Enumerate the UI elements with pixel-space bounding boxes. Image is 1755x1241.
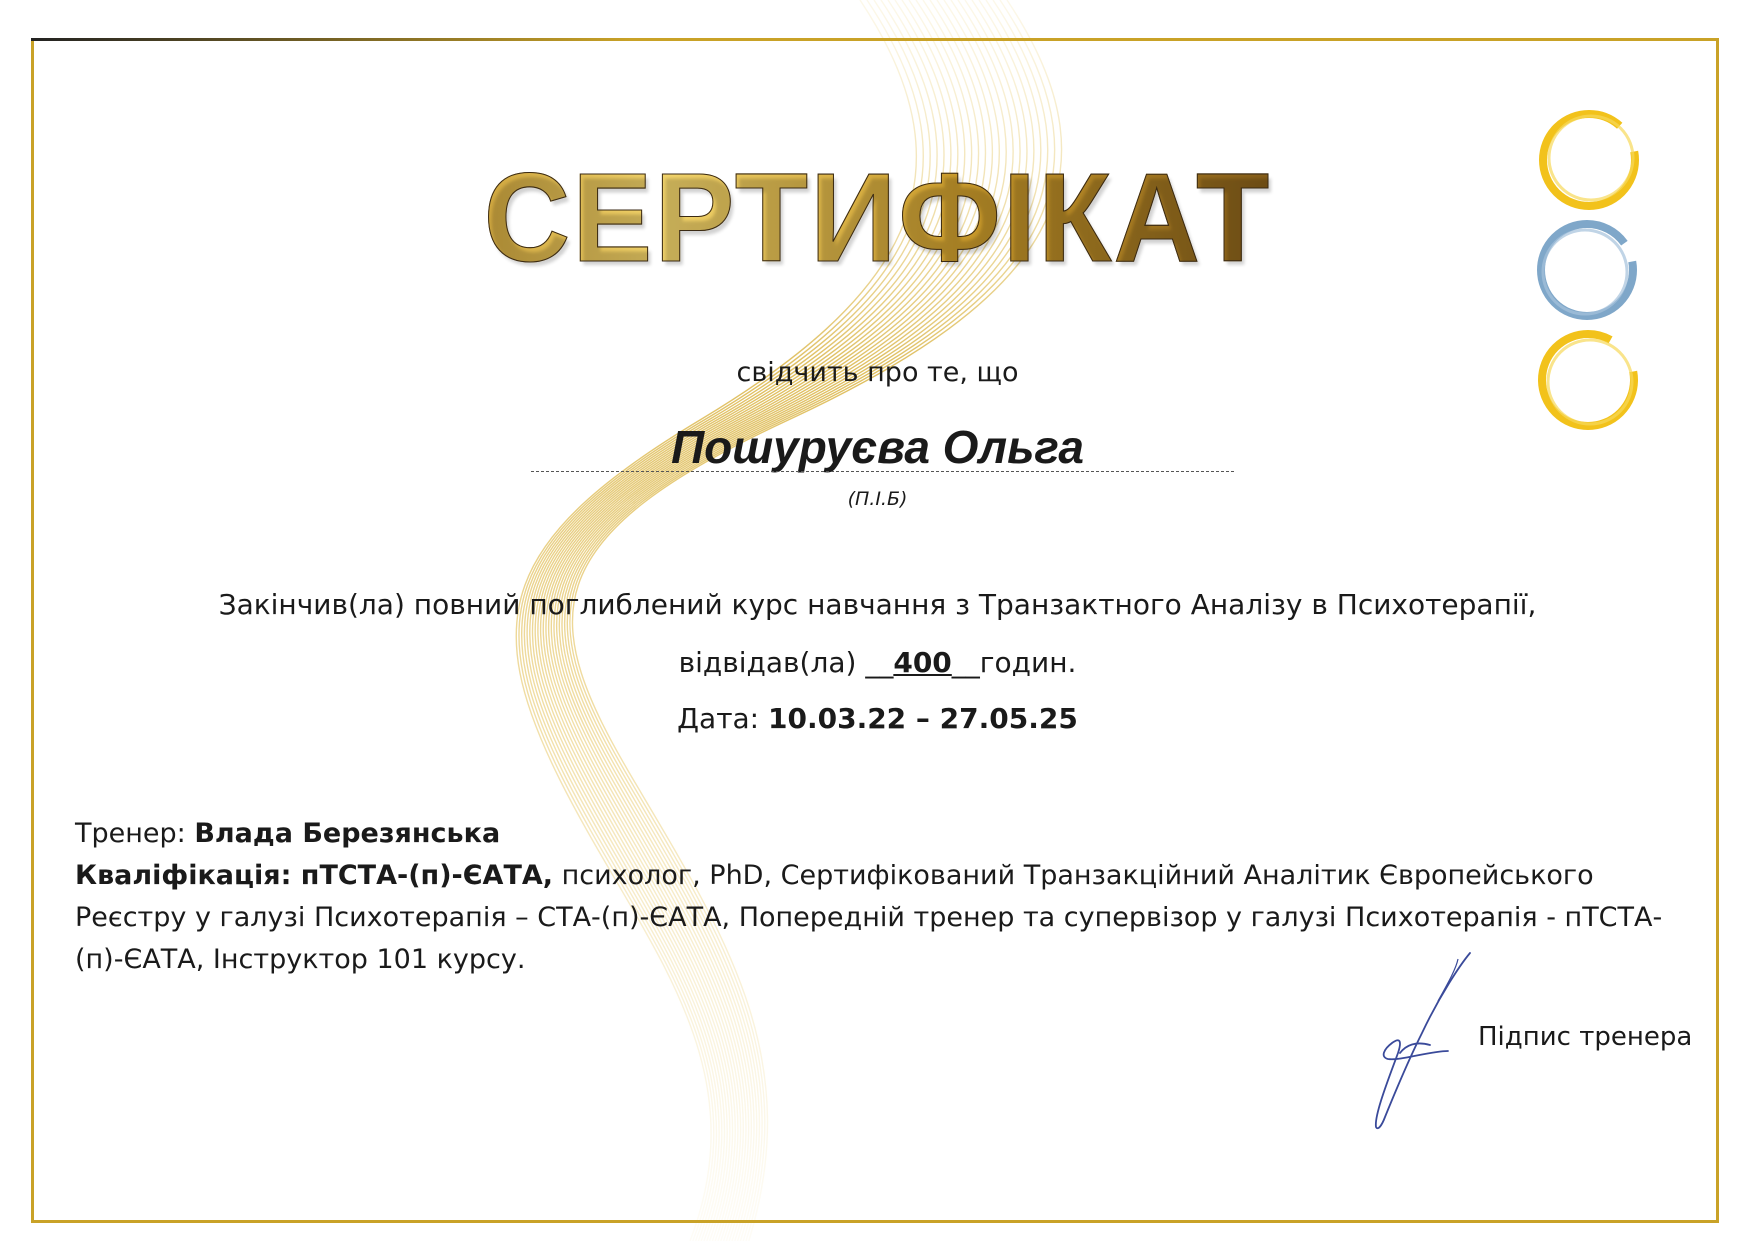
- signature-mark: [1340, 945, 1480, 1135]
- hours-line: [0, 646, 1755, 679]
- recipient-name: Пошуруєва Ольга: [671, 421, 1084, 473]
- qualification-label: Кваліфікація: пТСТА-(п)-ЄАТА,: [75, 860, 554, 891]
- qualification-text: психолог, PhD, Сертифікований Транзакційний Аналітик Європейського Реєстру у галузі Психотерапія – СТА-(п)-ЄАТА, Попередній тренер та супервізор у галузі Психотерапія - пТСТА-(п)-ЄАТА, Інструктор 101 курсу.: [75, 860, 1663, 975]
- hours-prefix: відвідав(ла) __: [678, 646, 894, 679]
- hours-suffix: __годин.: [951, 646, 1077, 679]
- border-accent: [31, 38, 631, 41]
- trainer-name: Влада Березянська: [194, 818, 501, 849]
- date-value: 10.03.22 – 27.05.25: [768, 702, 1078, 735]
- certify-text: свідчить про те, що: [736, 357, 1019, 388]
- trainer-label: Тренер:: [75, 818, 195, 849]
- date-label: Дата:: [677, 702, 768, 735]
- name-underline: [531, 471, 1234, 472]
- course-text: Закінчив(ла) повний поглиблений курс навчання з Транзактного Аналізу в Психотерапії,: [218, 588, 1537, 621]
- signature-label: Підпис тренера: [1478, 1022, 1693, 1052]
- date-line: [0, 702, 1755, 735]
- certificate-title: СЕРТИФІКАТ: [0, 155, 1755, 281]
- name-caption: (П.І.Б): [847, 488, 908, 510]
- hours-value: 400: [893, 646, 952, 679]
